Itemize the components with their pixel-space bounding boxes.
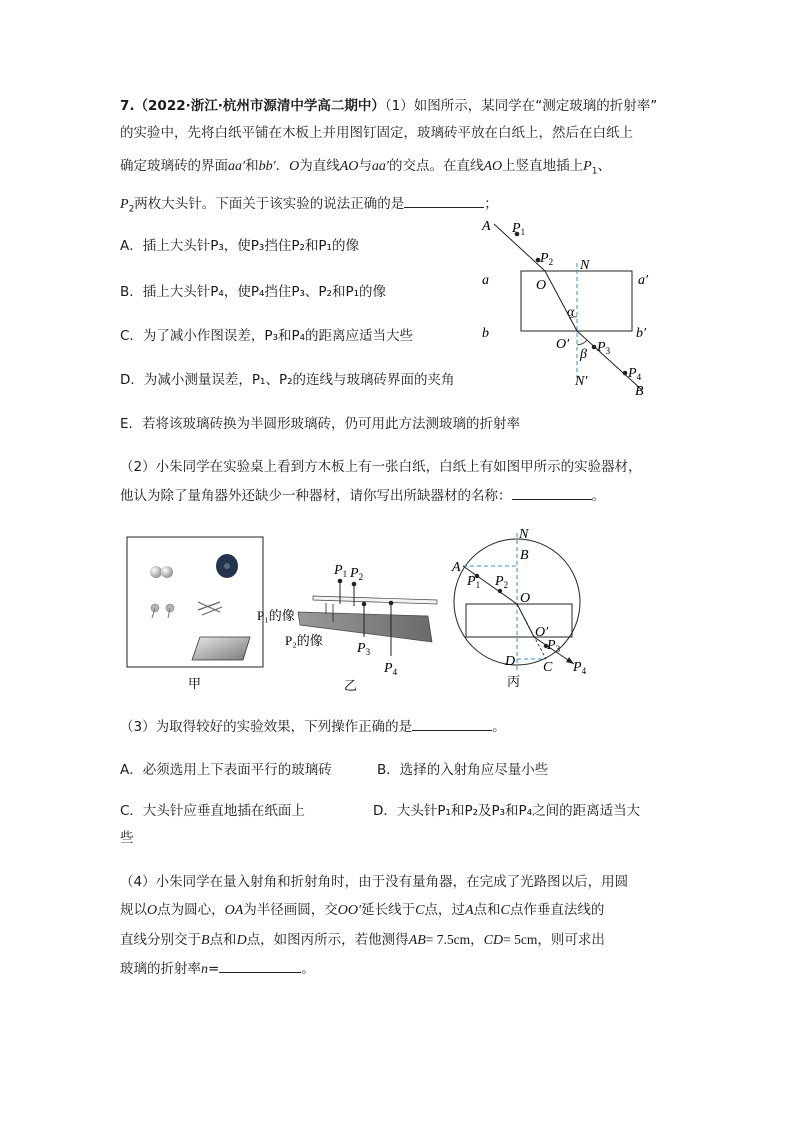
label-P4: $P_4$ [384,661,398,677]
symbol-AB: AB [408,933,426,948]
option-d-text: D．为减小测量误差，P₁、P₂的连线与玻璃砖界面的夹角 [120,372,455,388]
q3-option-a [120,760,332,780]
label-P1: $P_1$ [334,563,348,579]
label-P1-image: P₁的像 [257,608,295,623]
label-O-prime: O′ [556,337,570,352]
symbol-D: D [236,933,247,948]
label-A: A [482,219,491,234]
option-c-text: C．为了减小作图误差，P₃和P₄的距离应适当大些 [120,328,414,344]
q4-text: 点为圆心， [157,902,225,918]
figure-yi [250,555,445,695]
pin-p2 [498,589,502,593]
q7-text: ． [275,158,290,174]
q4-text: 。 [301,961,315,977]
q3-option-d [373,801,640,821]
label-P1: $P_1$ [467,574,481,590]
q7-text: 上竖直地插上 [502,158,584,174]
label-O-prime: O′ [535,625,549,640]
label-a-prime: a′ [638,273,649,288]
q7-text: 确定玻璃砖的界面 [120,158,228,174]
label-b-prime: b′ [636,326,647,341]
q7-text: 的交点。在直线 [388,158,484,174]
label-P4: $P_4$ [628,366,642,382]
option-c [120,326,413,346]
q3-option-d-text: 些 [120,830,134,846]
q7-text: ； [484,196,498,212]
q2-text: 他认为除了量角器外还缺少一种器材，请你写出所缺器材的名称： [120,488,512,504]
q4-text: ，则可求出 [537,932,605,948]
q7-text: 为直线 [299,158,340,174]
q4-line-2 [120,900,604,921]
label-P2: $P_2$ [350,566,364,582]
pin-p4 [623,371,628,376]
symbol-C: C [500,903,510,918]
figure-jia [120,530,270,695]
q4-text: 为半径画圆，交 [243,902,338,918]
q4-text: 点作垂直法线的 [509,902,605,918]
option-d [120,370,480,390]
q3-option-a-text: A．必须选用上下表面平行的玻璃砖 [120,762,332,778]
symbol-C: C [415,903,425,918]
label-P3: $P_3$ [547,638,561,654]
q3-text: 。 [492,719,506,735]
label-alpha: α [567,305,575,320]
q4-text: 玻璃的折射率 [120,961,201,977]
label-P3: $P_3$ [357,641,371,657]
q7-text: 、 [597,158,611,174]
label-P1: $P_1$ [512,221,526,237]
option-e [120,414,520,434]
q3-option-b-text: B．选择的入射角应尽量小些 [377,762,549,778]
symbol-aa: aa′ [228,159,246,174]
symbol-OA: OA [224,903,244,918]
q4-text: 直线分别交于 [120,932,201,948]
q4-text: （4）小朱同学在量入射角和折射角时，由于没有量角器，在完成了光路图以后，用圆 [120,874,629,890]
subscript: 1 [591,166,598,177]
label-C: C [543,660,553,675]
symbol-CD: CD [483,933,504,948]
q3-option-d-cont [120,828,134,848]
question-number: 7. [120,98,135,114]
option-e-text: E．若将该玻璃砖换为半圆形玻璃砖，仍可用此方法测玻璃的折射率 [120,416,521,432]
option-a-text: A．插上大头针P₃，使P₃挡住P₂和P₁的像 [120,238,359,254]
figure-bing [448,525,598,695]
label-N: N [580,258,590,273]
answer-blank-3[interactable] [412,716,492,731]
label-O: O [520,591,531,606]
q7-line-1 [120,96,657,116]
caption-bing: 丙 [507,675,521,690]
q4-line-3 [120,930,605,951]
q3-text: （3）为取得较好的实验效果，下列操作正确的是 [120,719,413,735]
q4-text: = [208,961,220,977]
q2-text: 。 [591,488,605,504]
answer-blank-4[interactable] [219,958,301,973]
q7-text: 与 [358,158,372,174]
label-B: B [635,384,644,399]
value-CD: = 5cm [503,932,538,947]
q2-line-1 [120,457,642,477]
beta-arc [577,340,587,345]
answer-blank-1[interactable] [404,193,484,208]
q4-line-1 [120,872,628,892]
pin-p3 [592,345,597,350]
q4-text: ， [470,932,484,948]
label-b: b [482,326,489,341]
label-D: D [505,654,516,669]
label-O: O [536,278,547,293]
question-source: （2022·浙江·杭州市源清中学高二期中） [134,98,385,114]
label-a: a [482,273,489,288]
label-N: N [519,527,529,542]
symbol-B: B [201,933,210,948]
symbol-AO: AO [483,159,503,174]
symbol-P1: P [583,159,592,174]
q4-line-4 [120,958,315,980]
q7-line-4 [120,193,498,220]
option-a [120,236,359,256]
label-beta: β [580,347,587,362]
label-B: B [520,548,529,563]
q7-line-3 [120,156,611,182]
glass-brick [192,637,250,660]
label-P2: $P_2$ [540,251,554,267]
symbol-P2: P [120,197,129,212]
q7-text: 的实验中，先将白纸平铺在木板上并用图钉固定，玻璃砖平放在白纸上，然后在白纸上 [120,125,633,141]
q4-text: 点和 [473,902,501,918]
answer-blank-2[interactable] [512,485,592,500]
label-P3: $P_3$ [597,340,611,356]
symbol-O: O [289,159,300,174]
symbol-aa: aa′ [371,159,389,174]
q4-text: 点，过 [424,902,465,918]
option-b [120,282,386,302]
q3-line [120,716,506,737]
symbol-O: O [147,903,158,918]
q3-option-c-text: C．大头针应垂直地插在纸面上 [120,803,305,819]
ruler-edge [313,596,437,604]
subscript: 2 [128,204,135,215]
q2-line-2 [120,485,605,506]
q3-option-c [120,801,305,821]
q3-option-d-text: D．大头针P₁和P₂及P₃和P₄之间的距离适当大 [373,803,641,819]
value-AB: = 7.5cm [425,932,471,947]
q4-text: 规以 [120,902,147,918]
option-b-text: B．插上大头针P₄，使P₄挡住P₃、P₂和P₁的像 [120,284,387,300]
symbol-n: n [201,962,208,977]
caption-jia: 甲 [188,677,202,692]
symbol-A: A [464,903,474,918]
pushpin-ball [150,566,162,578]
refraction-diagram [478,215,658,400]
caption-yi: 乙 [344,679,358,694]
symbol-bb: bb′ [258,159,276,174]
q4-text: 点，如图丙所示，若他测得 [246,932,409,948]
label-A: A [452,560,461,575]
label-P2: $P_2$ [495,574,509,590]
label-N-prime: N′ [575,374,588,389]
label-P4: $P_4$ [573,660,587,676]
q7-text: 两枚大头针。下面关于该实验的说法正确的是 [134,196,405,212]
symbol-OOprime: OO′ [337,903,362,918]
q2-text: （2）小朱同学在实验桌上看到方木板上有一张白纸，白纸上有如图甲所示的实验器材， [120,459,642,475]
q7-line-2 [120,123,633,143]
label-P2-image: P₂的像 [285,633,323,648]
q7-text: （1）如图所示，某同学在“测定玻璃的折射率” [384,98,658,114]
refracted-ray [545,271,577,331]
symbol-AO: AO [339,159,359,174]
pushpin-ball [161,566,173,578]
q7-text: 和 [245,158,259,174]
q4-text: 延长线于 [361,902,416,918]
q4-text: 点和 [209,932,237,948]
q3-option-b [377,760,548,780]
